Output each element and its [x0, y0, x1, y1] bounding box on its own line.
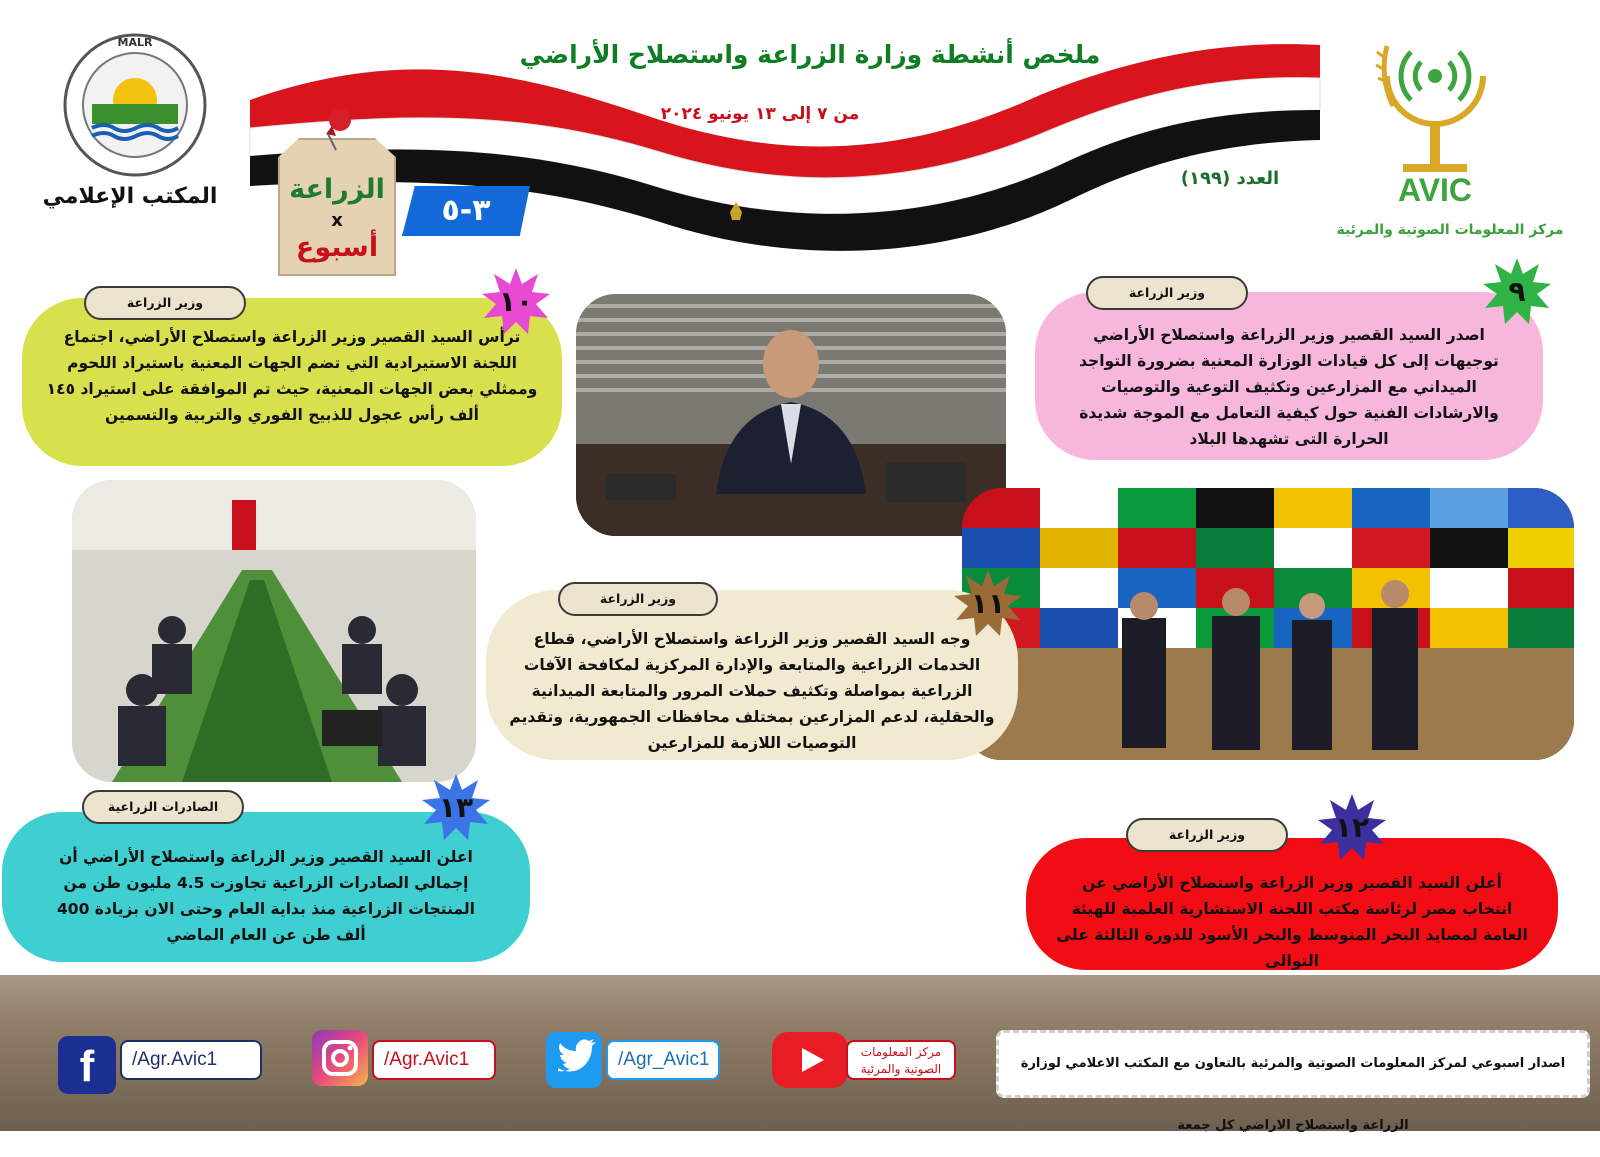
issue-banner-text: ٣-٥ — [441, 193, 491, 228]
date-range: من ٧ إلى ١٣ يونيو ٢٠٢٤ — [660, 104, 860, 124]
news-item-10-text: ترأس السيد القصير وزير الزراعة واستصلاح الأراضي، اجتماع اللجنة الاستيرادية التي تضم الجهات المعنية باستيراد اللحوم وممثلي بعض الجهات المعنية، حيث تم الموافقة على استيراد ١٤٥ ألف رأس عجول للذبيح الفوري والتربية والتسمين — [46, 328, 538, 424]
news-item-11-number: ١١ — [970, 587, 1006, 620]
instagram-icon[interactable] — [312, 1030, 368, 1086]
twitter-link[interactable]: /Agr_Avic1 — [606, 1040, 720, 1080]
facebook-link[interactable]: /Agr.Avic1 — [120, 1040, 262, 1080]
news-item-11-badge — [952, 568, 1024, 640]
news-item-12-number: ١٢ — [1334, 811, 1370, 844]
tag-line-1: الزراعة — [289, 174, 385, 205]
news-item-11-text: وجه السيد القصير وزير الزراعة واستصلاح الأراضي، قطاع الخدمات الزراعية والمتابعة والإدارة المركزية لمكافحة الآفات الزراعية بمواصلة وتكثيف حملات المرور والمتابعة الميدانية والحقلية، لدعم المزارعين بمختلف محافظات الجمهورية، وتقديم التوصيات اللازمة للمزارعين — [509, 630, 995, 752]
news-item-13-badge — [420, 772, 492, 844]
news-item-10-number: ١٠ — [498, 285, 534, 318]
facebook-icon[interactable]: f — [58, 1036, 116, 1094]
malr-logo — [62, 32, 208, 178]
issue-number: العدد (١٩٩) — [1180, 168, 1280, 189]
avic-logo — [1375, 36, 1495, 216]
news-item-12-label: وزير الزراعة — [1126, 818, 1288, 852]
news-item-12 — [1026, 838, 1558, 970]
instagram-link[interactable]: /Agr.Avic1 — [372, 1040, 496, 1080]
issue-banner — [402, 186, 530, 236]
news-item-12-badge — [1316, 792, 1388, 864]
youtube-icon[interactable] — [772, 1032, 848, 1088]
news-item-10-badge — [480, 266, 552, 338]
twitter-icon[interactable] — [546, 1032, 602, 1088]
news-item-12-text: أعلن السيد القصير وزير الزراعة واستصلاح الأراضي عن انتخاب مصر لرئاسة مكتب اللجنة الاستشارية العلمية للهيئة العامة لمصايد البحر المتوسط والبحر الأسود للدورة الثالثة على التوالى — [1056, 874, 1528, 970]
news-item-13-label: الصادرات الزراعية — [82, 790, 244, 824]
pushpin-icon — [318, 106, 358, 156]
news-item-9-number: ٩ — [1508, 275, 1526, 308]
tag-line-2: أسبوع — [295, 232, 379, 263]
news-item-9-label: وزير الزراعة — [1086, 276, 1248, 310]
meeting-photo — [72, 480, 476, 782]
news-item-9 — [1035, 292, 1543, 460]
tag-x: x — [331, 210, 343, 231]
news-item-9-text: اصدر السيد القصير وزير الزراعة واستصلاح الأراضي توجيهات إلى كل قيادات الوزارة المعنية بضرورة التواجد الميداني مع المزارعين وتكثيف التوعية والتوصيات والارشادات الفنية حول كيفية التعامل مع الموجة شديدة الحرارة التى تشهدها البلاد — [1079, 326, 1499, 448]
avic-subtitle: مركز المعلومات الصوتية والمرئية — [1336, 222, 1564, 238]
malr-logo-text: MALR — [117, 36, 153, 49]
avic-logo-text: AVIC — [1397, 172, 1473, 208]
news-item-11 — [486, 590, 1018, 760]
minister-photo — [576, 294, 1006, 536]
news-item-13-text: اعلن السيد القصير وزير الزراعة واستصلاح الأراضي أن إجمالي الصادرات الزراعية تجاوزت 4.5 مليون طن من المنتجات الزراعية منذ بداية العام وحتى الان بزيادة 400 ألف طن عن العام الماضي — [57, 848, 475, 944]
office-label: المكتب الإعلامي — [42, 184, 218, 209]
flags-photo — [962, 488, 1574, 760]
news-item-11-label: وزير الزراعة — [558, 582, 718, 616]
news-item-13-number: ١٣ — [438, 791, 474, 824]
footer-note: اصدار اسبوعي لمركز المعلومات الصوتية والمرئية بالتعاون مع المكتب الاعلامي لوزارة الزراعة واستصلاح الاراضي كل جمعة — [996, 1030, 1590, 1098]
week-tag — [278, 138, 396, 276]
youtube-label[interactable]: مركز المعلومات الصوتية والمرئية — [846, 1040, 956, 1080]
news-item-9-badge — [1481, 256, 1553, 328]
page-title: ملخص أنشطة وزارة الزراعة واستصلاح الأراضي — [519, 40, 1101, 69]
news-item-10-label: وزير الزراعة — [84, 286, 246, 320]
